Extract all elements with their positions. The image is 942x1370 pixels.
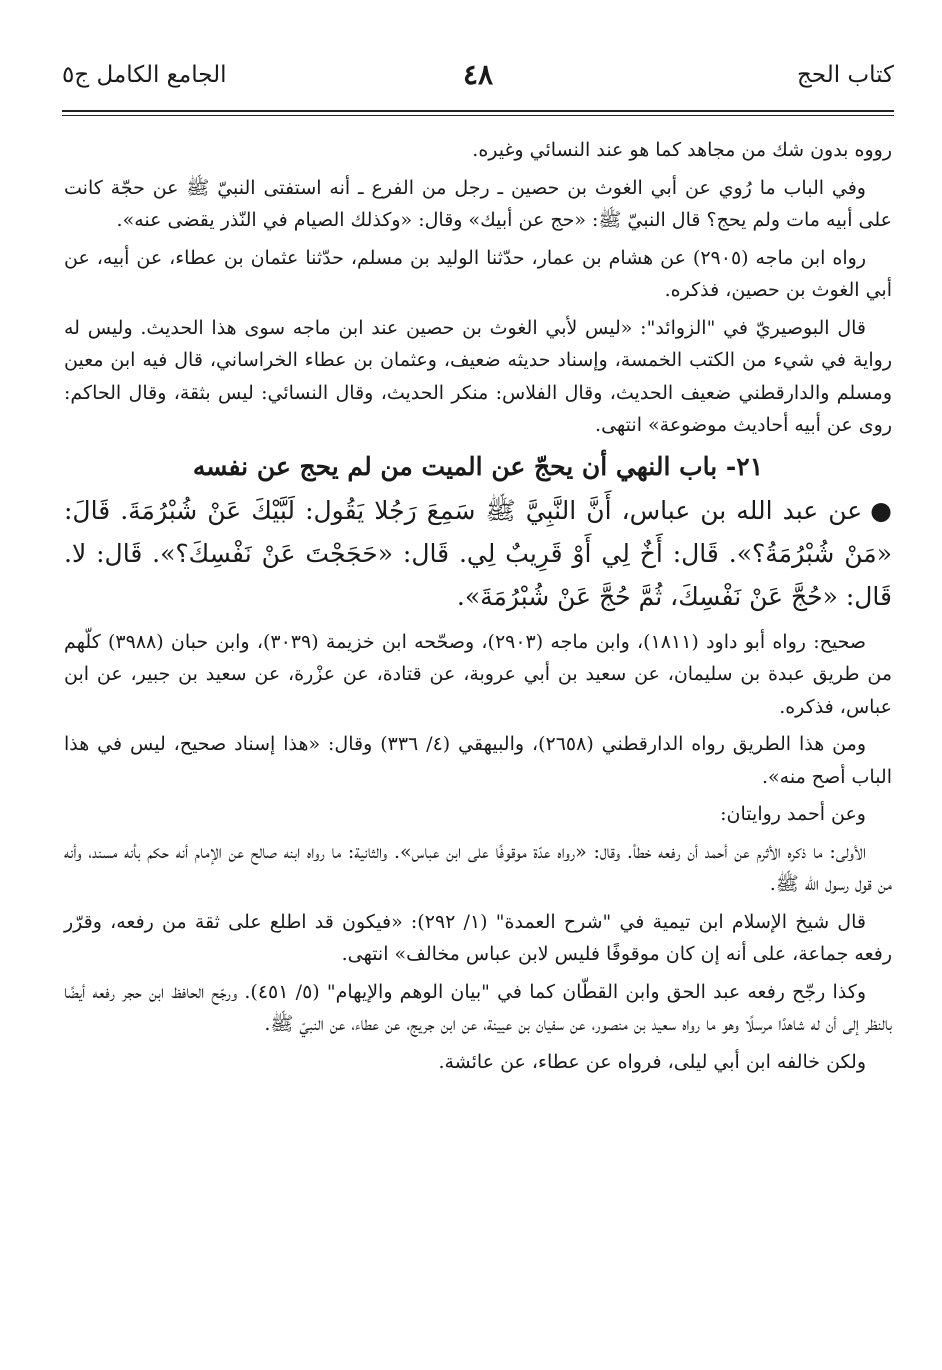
header-book-title: كتاب الحج: [797, 62, 894, 88]
body-paragraph: وكذا رجّح رفعه عبد الحق وابن القطّان كما في "بيان الوهم والإيهام" (٥/ ٤٥١). ورجّح الحافظ ابن حجر رفعه أيضًا بالنظر إلى أن له شاهدًا مرسلًا وهو ما رواه سعيد بن منصور، عن سفيان بن عيينة، عن ابن جريج، عن عطاء، عن النبيّ ﷺ.: [64, 980, 892, 1035]
bullet-icon: ●: [870, 495, 892, 525]
page-body: [64, 134, 892, 1083]
running-header: [62, 58, 894, 98]
body-paragraph: ولكن خالفه ابن أبي ليلى، فرواه عن عطاء، عن عائشة.: [438, 1050, 866, 1073]
body-paragraph: وعن أحمد روايتان:: [720, 803, 866, 825]
body-paragraph: قال شيخ الإسلام ابن تيمية في "شرح العمدة" (١/ ٢٩٢): «فيكون قد اطلع على ثقة من رفعه، وقرّر رفعه جماعة، على أنه إن كان موقوفًا فليس لابن عباس مخالف» انتهى.: [64, 910, 892, 965]
body-paragraph: رواه ابن ماجه (٢٩٠٥) عن هشام بن عمار، حدّثنا الوليد بن مسلم، حدّثنا عثمان بن عطاء، عن أبيه، عن أبي الغوث بن حصين، فذكره.: [64, 246, 892, 301]
page-number: ٤٨: [462, 58, 494, 91]
body-paragraph: وفي الباب ما رُوي عن أبي الغوث بن حصين ـ رجل من الفرع ـ أنه استفتى النبيّ ﷺ عن حجّة كانت على أبيه مات ولم يحج؟ قال النبيّ ﷺ: «حج عن أبيك» وقال: «وكذلك الصيام في النّذر يقضى عنه».: [64, 176, 892, 231]
header-rule-thin: [62, 115, 894, 116]
body-paragraph: ومن هذا الطريق رواه الدارقطني (٢٦٥٨)، والبيهقي (٤/ ٣٣٦) وقال: «هذا إسناد صحيح، ليس في هذا الباب أصح منه».: [64, 733, 892, 788]
header-rule-thick: [62, 110, 894, 112]
body-paragraph: الأولى: ما ذكره الأثرم عن أحمد أن رفعه خطأ. وقال: «رواه عدّة موقوفًا على ابن عباس». والثانية: ما رواه ابنه صالح عن الإمام أنه حكم بأنه مسند، وأنه من قول رسول الله ﷺ.: [64, 840, 892, 895]
body-paragraph: قال البوصيريّ في "الزوائد": «ليس لأبي الغوث بن حصين عند ابن ماجه سوى هذا الحديث. وليس له رواية في شيء من الكتب الخمسة، وإسناد حديثه ضعيف، وعثمان بن عطاء الخراساني، قال فيه ابن معين ومسلم والدارقطني ضعيف الحديث، وقال الفلاس: منكر الحديث، وقال النسائي: ليس بثقة، وقال الحاكم: روى عن أبيه أحاديث موضوعة» انتهى.: [64, 316, 892, 436]
header-volume-title: الجامع الكامل ج٥: [62, 62, 227, 88]
body-paragraph: رووه بدون شك من مجاهد كما هو عند النسائي وغيره.: [472, 139, 892, 161]
section-title: ٢١- باب النهي أن يحجّ عن الميت من لم يحج عن نفسه: [192, 451, 764, 481]
hadith-text: عن عبد الله بن عباس، أَنَّ النَّبِيَّ ﷺ سَمِعَ رَجُلا يَقُول: لَبَّيْكَ عَنْ شُبْرُمَةَ. قَالَ: «مَنْ شُبْرُمَةُ؟». قَال: أَخٌ لِي أَوْ قَرِيبٌ لِي. قَال: «حَجَجْتَ عَنْ نَفْسِكَ؟». قَال: لا. قَال: «حُجَّ عَنْ نَفْسِكَ، ثُمَّ حُجَّ عَنْ شُبْرُمَةَ».: [64, 495, 892, 611]
hadith-text-block: [64, 489, 892, 618]
body-paragraph: صحيح: رواه أبو داود (١٨١١)، وابن ماجه (٢٩٠٣)، وصحّحه ابن خزيمة (٣٠٣٩)، وابن حبان (٣٩٨٨) كلّهم من طريق عبدة بن سليمان، عن سعيد بن أبي عروبة، عن قتادة، عن عزْرة، عن سعيد بن جبير، عن ابن عباس، فذكره.: [64, 630, 892, 718]
